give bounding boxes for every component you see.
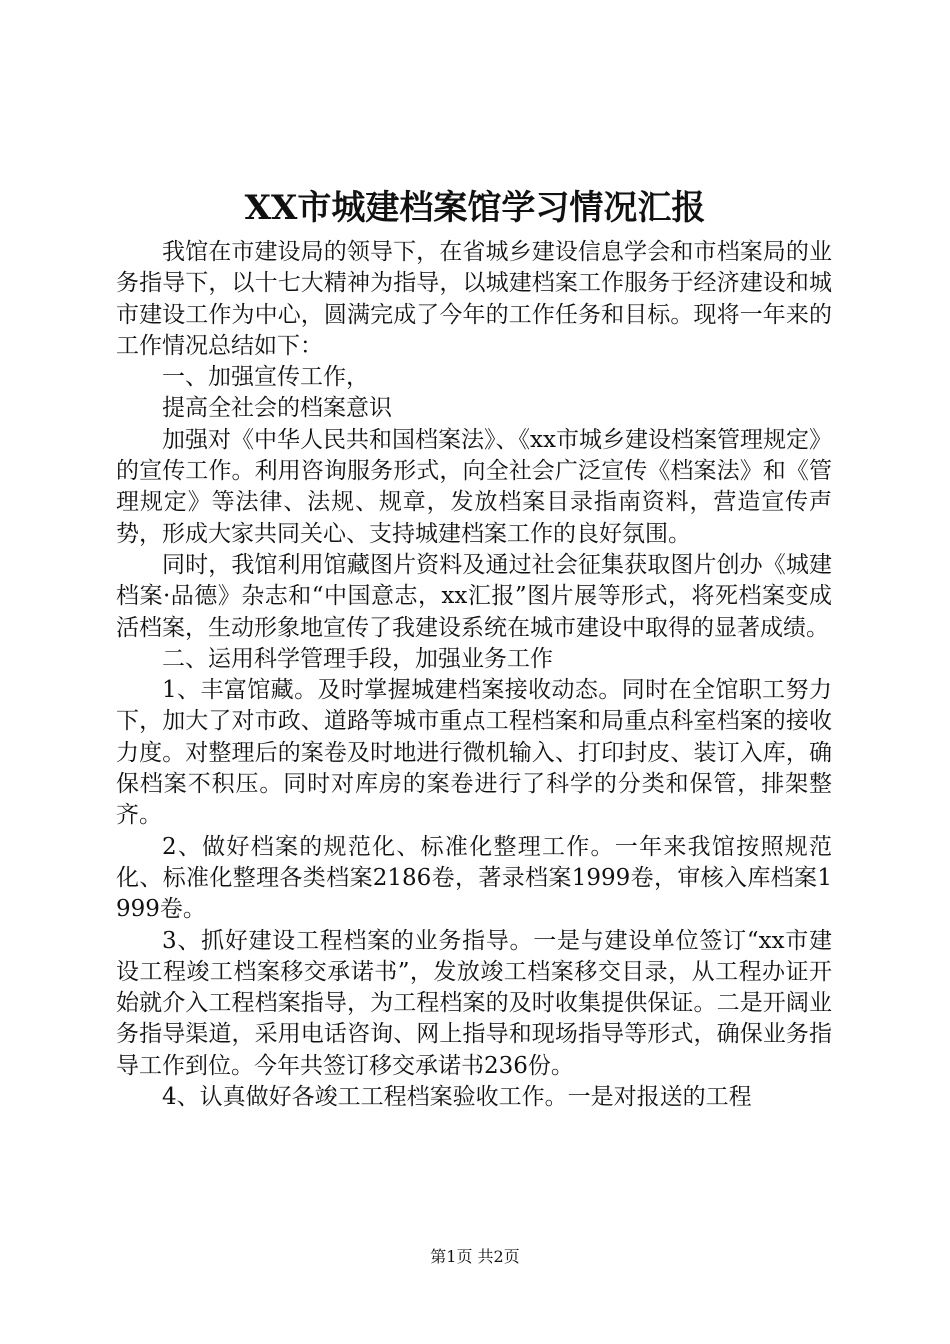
paragraph-item-4: 4、认真做好各竣工工程档案验收工作。一是对报送的工程 — [162, 1084, 752, 1111]
paragraph-item-1: 1、丰富馆藏。及时掌握城建档案接收动态。同时在全馆职工努力下，加大了对市政、道路等城市重点工程档案和局重点科室档案的接收力度。对整理后的案卷及时地进行微机输入、打印封皮、装订入库，确保档案不积压。同时对库房的案卷进行了科学的分类和保管，排架整齐。 — [116, 677, 832, 829]
paragraph-intro: 我馆在市建设局的领导下，在省城乡建设信息学会和市档案局的业务指导下，以十七大精神为指导，以城建档案工作服务于经济建设和城市建设工作为中心，圆满完成了今年的工作任务和目标。现将一年来的工作情况总结如下： — [116, 239, 832, 359]
paragraph-item-2: 2、做好档案的规范化、标准化整理工作。一年来我馆按照规范化、标准化整理各类档案2186卷，著录档案1999卷，审核入库档案1999卷。 — [116, 833, 832, 923]
paragraph-item-3: 3、抓好建设工程档案的业务指导。一是与建设单位签订“xx市建设工程竣工档案移交承诺书”，发放竣工档案移交目录，从工程办证开始就介入工程档案指导，为工程档案的及时收集提供保证。二是开阔业务指导渠道，采用电话咨询、网上指导和现场指导等形式，确保业务指导工作到位。今年共签订移交承诺书236份。 — [116, 927, 832, 1079]
section-heading-2: 二、运用科学管理手段，加强业务工作 — [162, 645, 553, 672]
paragraph-exhibition: 同时，我馆利用馆藏图片资料及通过社会征集获取图片创办《城建档案·品德》杂志和“中国意志，xx汇报”图片展等形式，将死档案变成活档案，生动形象地宣传了我建设系统在城市建设中取得的显著成绩。 — [116, 551, 832, 641]
paragraph-publicity: 加强对《中华人民共和国档案法》、《xx市城乡建设档案管理规定》的宣传工作。利用咨询服务形式，向全社会广泛宣传《档案法》和《管理规定》等法律、法规、规章，发放档案目录指南资料，营造宣传声势，形成大家共同关心、支持城建档案工作的良好氛围。 — [116, 426, 832, 547]
page-footer: 第1页 共2页 — [430, 1247, 520, 1266]
document-body — [116, 237, 832, 1113]
document-title: XX市城建档案馆学习情况汇报 — [244, 188, 706, 228]
section-subheading-1: 提高全社会的档案意识 — [162, 395, 392, 422]
section-heading-1: 一、加强宣传工作， — [162, 364, 369, 391]
